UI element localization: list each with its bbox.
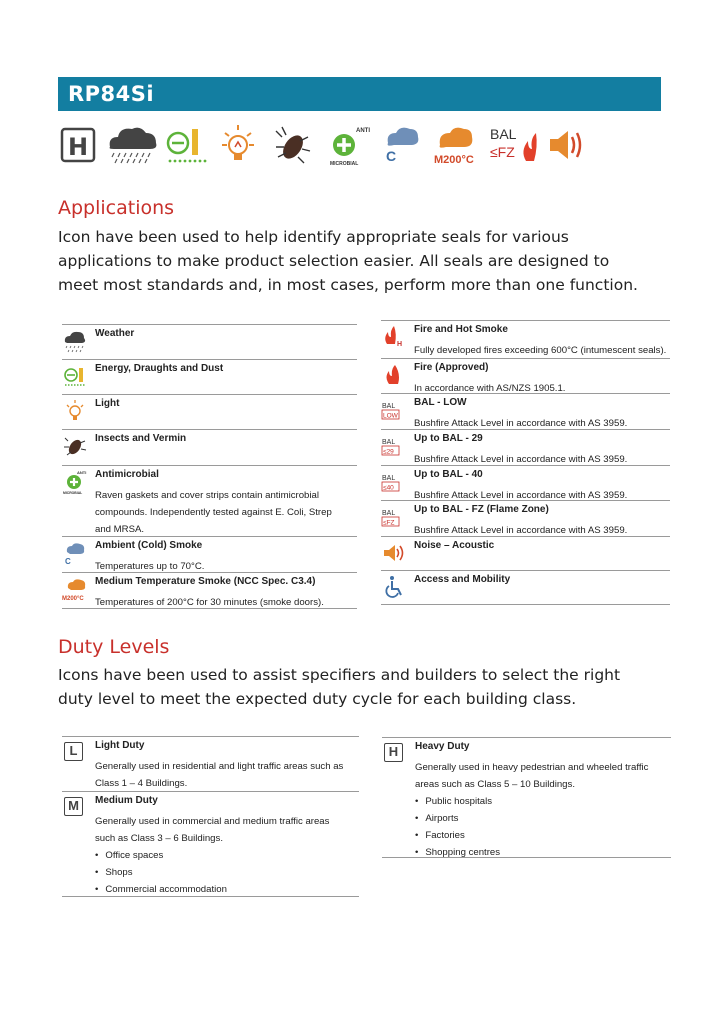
accessibility-icon <box>381 574 407 600</box>
list-item: • Airports <box>415 810 648 827</box>
table-row: ANTI MICROBIAL Antimicrobial Raven gaskets and cover strips contain antimicrobial compounds. Independently tested against E. Coli, Strep and MRSA. <box>62 466 357 537</box>
svg-text:BAL: BAL <box>490 126 517 142</box>
svg-text:≤40: ≤40 <box>383 484 394 492</box>
svg-text:M200°C: M200°C <box>434 154 474 166</box>
table-row: M Medium Duty Generally used in commercial and medium traffic areas such as Class 3 – 6 Buildings. • Office spaces • Shops • Commercial accommodation <box>62 792 359 897</box>
svg-text:C: C <box>386 148 397 164</box>
bal-40-icon <box>381 469 407 495</box>
bal-fz-icon <box>490 123 540 167</box>
medium-smoke-icon <box>62 576 88 602</box>
svg-text:≤FZ: ≤FZ <box>383 519 395 527</box>
bal-fz-icon <box>381 504 407 530</box>
svg-text:MICROBIAL: MICROBIAL <box>330 161 359 167</box>
table-row: L Light Duty Generally used in residential and light traffic areas such as Class 1 – 4 Buildings. <box>62 737 359 792</box>
light-icon <box>220 123 256 167</box>
duty-table-left <box>62 736 359 896</box>
table-row: Access and Mobility <box>381 571 670 605</box>
table-row: BAL ≤FZ Up to BAL - FZ (Flame Zone) Bushfire Attack Level in accordance with AS 3959. <box>381 501 670 537</box>
bal-29-icon <box>381 433 407 459</box>
table-row: M200°C Medium Temperature Smoke (NCC Spec. C3.4) Temperatures of 200°C for 30 minutes (smoke doors). <box>62 573 357 609</box>
table-row: Insects and Vermin <box>62 430 357 466</box>
table-row: H Heavy Duty Generally used in heavy pedestrian and wheeled traffic areas such as Class 5 – 10 Buildings. • Public hospitals • Airports • Factories • Shopping centres <box>382 738 671 858</box>
applications-table-right <box>381 320 670 604</box>
svg-text:ANTI: ANTI <box>77 470 87 475</box>
svg-text:BAL: BAL <box>382 403 396 410</box>
list-item: • Commercial accommodation <box>95 881 329 898</box>
ambient-smoke-icon <box>382 123 422 167</box>
table-row: Noise – Acoustic <box>381 537 670 571</box>
weather-icon <box>62 328 88 354</box>
noise-icon <box>546 123 586 167</box>
svg-text:H: H <box>67 133 89 161</box>
light-icon <box>62 398 88 424</box>
feature-icon-bar <box>60 123 600 167</box>
heavy-duty-icon <box>60 123 98 167</box>
antimicrobial-icon <box>326 123 370 167</box>
table-row: BAL LOW BAL - LOW Bushfire Attack Level in accordance with AS 3959. <box>381 394 670 430</box>
insect-icon <box>62 433 88 459</box>
svg-text:MICROBIAL: MICROBIAL <box>63 491 83 495</box>
duty-levels-intro: Icons have been used to assist specifiers and builders to select the right duty level to meet the expected duty cycle for each building class. <box>58 666 621 708</box>
svg-text:BAL: BAL <box>382 510 396 517</box>
duty-levels-heading: Duty Levels <box>58 636 170 658</box>
table-row: Energy, Draughts and Dust <box>62 360 357 395</box>
noise-icon <box>381 540 407 566</box>
table-row: C Ambient (Cold) Smoke Temperatures up to 70°C. <box>62 537 357 573</box>
table-row: BAL ≤40 Up to BAL - 40 Bushfire Attack Level in accordance with AS 3959. <box>381 466 670 501</box>
medium-smoke-icon <box>432 123 482 167</box>
fire-icon <box>381 362 407 388</box>
bal-low-icon <box>381 397 407 423</box>
svg-text:BAL: BAL <box>382 439 396 446</box>
product-banner <box>58 77 661 111</box>
list-item: • Shops <box>95 864 329 881</box>
heavy-duty-icon: H <box>384 743 403 762</box>
svg-text:M200°C: M200°C <box>62 596 84 602</box>
fire-smoke-icon <box>381 324 407 350</box>
svg-text:≤FZ: ≤FZ <box>490 144 515 160</box>
list-item: • Office spaces <box>95 847 329 864</box>
table-row: Weather <box>62 325 357 360</box>
list-item: • Shopping centres <box>415 844 648 861</box>
svg-text:≤29: ≤29 <box>383 448 394 456</box>
table-row: H Fire and Hot Smoke Fully developed fires exceeding 600°C (intumescent seals). <box>381 321 670 359</box>
table-row: Light <box>62 395 357 430</box>
svg-text:H: H <box>397 341 403 348</box>
svg-text:C: C <box>65 557 71 566</box>
medium-duty-icon: M <box>64 797 83 816</box>
svg-text:ANTI: ANTI <box>356 128 370 134</box>
table-row: Fire (Approved) In accordance with AS/NZS 1905.1. <box>381 359 670 394</box>
product-title: RP84Si <box>68 82 155 106</box>
antimicrobial-icon <box>62 469 88 495</box>
ambient-smoke-icon <box>62 540 88 566</box>
weather-icon <box>104 123 160 167</box>
light-duty-icon: L <box>64 742 83 761</box>
svg-text:LOW: LOW <box>383 412 398 420</box>
energy-icon <box>62 363 88 389</box>
list-item: • Public hospitals <box>415 793 648 810</box>
applications-intro: Icon have been used to help identify appropriate seals for various applications to make product selection easier. All seals are designed to meet most standards and, in most cases, perform more than one function. <box>58 228 638 294</box>
svg-text:BAL: BAL <box>382 475 396 482</box>
energy-icon <box>164 123 210 167</box>
duty-table-right <box>382 737 671 857</box>
insect-icon <box>272 123 314 167</box>
list-item: • Factories <box>415 827 648 844</box>
applications-table-left <box>62 324 357 608</box>
table-row: BAL ≤29 Up to BAL - 29 Bushfire Attack Level in accordance with AS 3959. <box>381 430 670 466</box>
applications-heading: Applications <box>58 197 175 219</box>
